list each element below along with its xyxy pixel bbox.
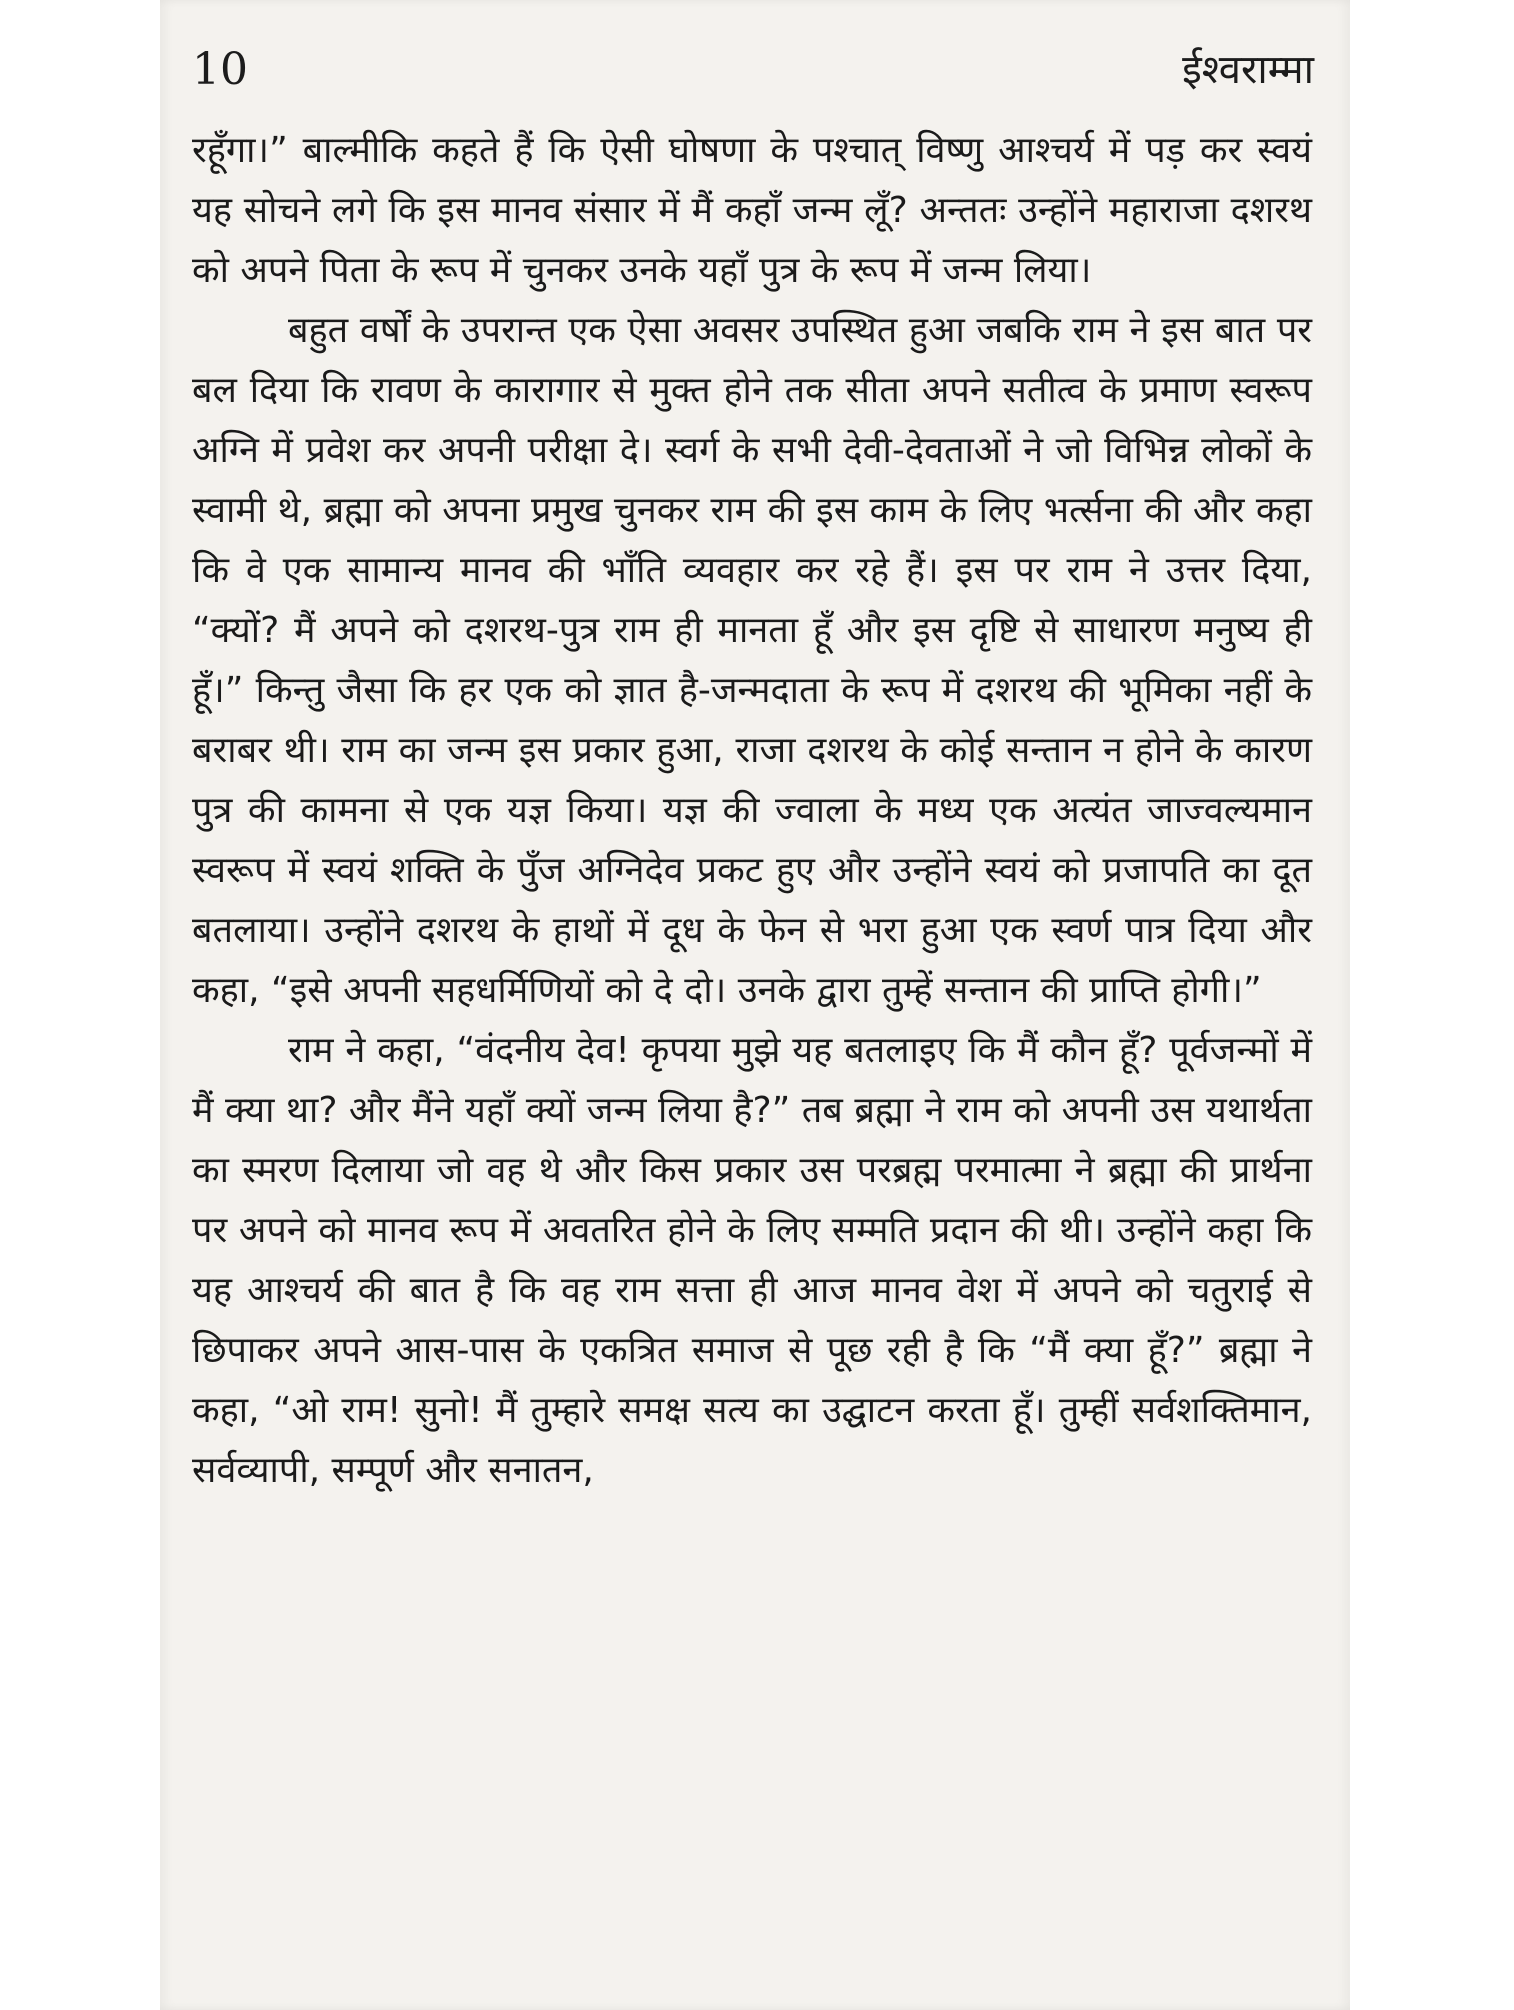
page-body: [192, 121, 1312, 1501]
page-number: 10: [192, 44, 248, 95]
paragraph-2: बहुत वर्षों के उपरान्त एक ऐसा अवसर उपस्थित हुआ जबकि राम ने इस बात पर बल दिया कि रावण के कारागार से मुक्त होने तक सीता अपने सतीत्व के प्रमाण स्वरूप अग्नि में प्रवेश कर अपनी परीक्षा दे। स्वर्ग के सभी देवी-देवताओं ने जो विभिन्न लोकों के स्वामी थे, ब्रह्मा को अपना प्रमुख चुनकर राम की इस काम के लिए भर्त्सना की और कहा कि वे एक सामान्य मानव की भाँति व्यवहार कर रहे हैं। इस पर राम ने उत्तर दिया, “क्यों? मैं अपने को दशरथ-पुत्र राम ही मानता हूँ और इस दृष्टि से साधारण मनुष्य ही हूँ।” किन्तु जैसा कि हर एक को ज्ञात है-जन्मदाता के रूप में दशरथ की भूमिका नहीं के बराबर थी। राम का जन्म इस प्रकार हुआ, राजा दशरथ के कोई सन्तान न होने के कारण पुत्र की कामना से एक यज्ञ किया। यज्ञ की ज्वाला के मध्य एक अत्यंत जाज्वल्यमान स्वरूप में स्वयं शक्ति के पुँज अग्निदेव प्रकट हुए और उन्होंने स्वयं को प्रजापति का दूत बतलाया। उन्होंने दशरथ के हाथों में दूध के फेन से भरा हुआ एक स्वर्ण पात्र दिया और कहा, “इसे अपनी सहधर्मिणियों को दे दो। उनके द्वारा तुम्हें सन्तान की प्राप्ति होगी।”: [192, 310, 1312, 1011]
book-title: ईश्वराम्मा: [1182, 47, 1314, 93]
paragraph-3: राम ने कहा, “वंदनीय देव! कृपया मुझे यह बतलाइए कि मैं कौन हूँ? पूर्वजन्मों में मैं क्या था? और मैंने यहाँ क्यों जन्म लिया है?” तब ब्रह्मा ने राम को अपनी उस यथार्थता का स्मरण दिलाया जो वह थे और किस प्रकार उस परब्रह्म परमात्मा ने ब्रह्मा की प्रार्थना पर अपने को मानव रूप में अवतरित होने के लिए सम्मति प्रदान की थी। उन्होंने कहा कि यह आश्चर्य की बात है कि वह राम सत्ता ही आज मानव वेश में अपने को चतुराई से छिपाकर अपने आस-पास के एकत्रित समाज से पूछ रही है कि “मैं क्या हूँ?” ब्रह्मा ने कहा, “ओ राम! सुनो! मैं तुम्हारे समक्ष सत्य का उद्घाटन करता हूँ। तुम्हीं सर्वशक्तिमान, सर्वव्यापी, सम्पूर्ण और सनातन,: [192, 1030, 1312, 1491]
paragraph-1: रहूँगा।” बाल्मीकि कहते हैं कि ऐसी घोषणा के पश्चात् विष्णु आश्चर्य में पड़ कर स्वयं यह सोचने लगे कि इस मानव संसार में मैं कहाँ जन्म लूँ? अन्ततः उन्होंने महाराजा दशरथ को अपने पिता के रूप में चुनकर उनके यहाँ पुत्र के रूप में जन्म लिया।: [192, 130, 1312, 291]
running-header: [192, 40, 1314, 100]
